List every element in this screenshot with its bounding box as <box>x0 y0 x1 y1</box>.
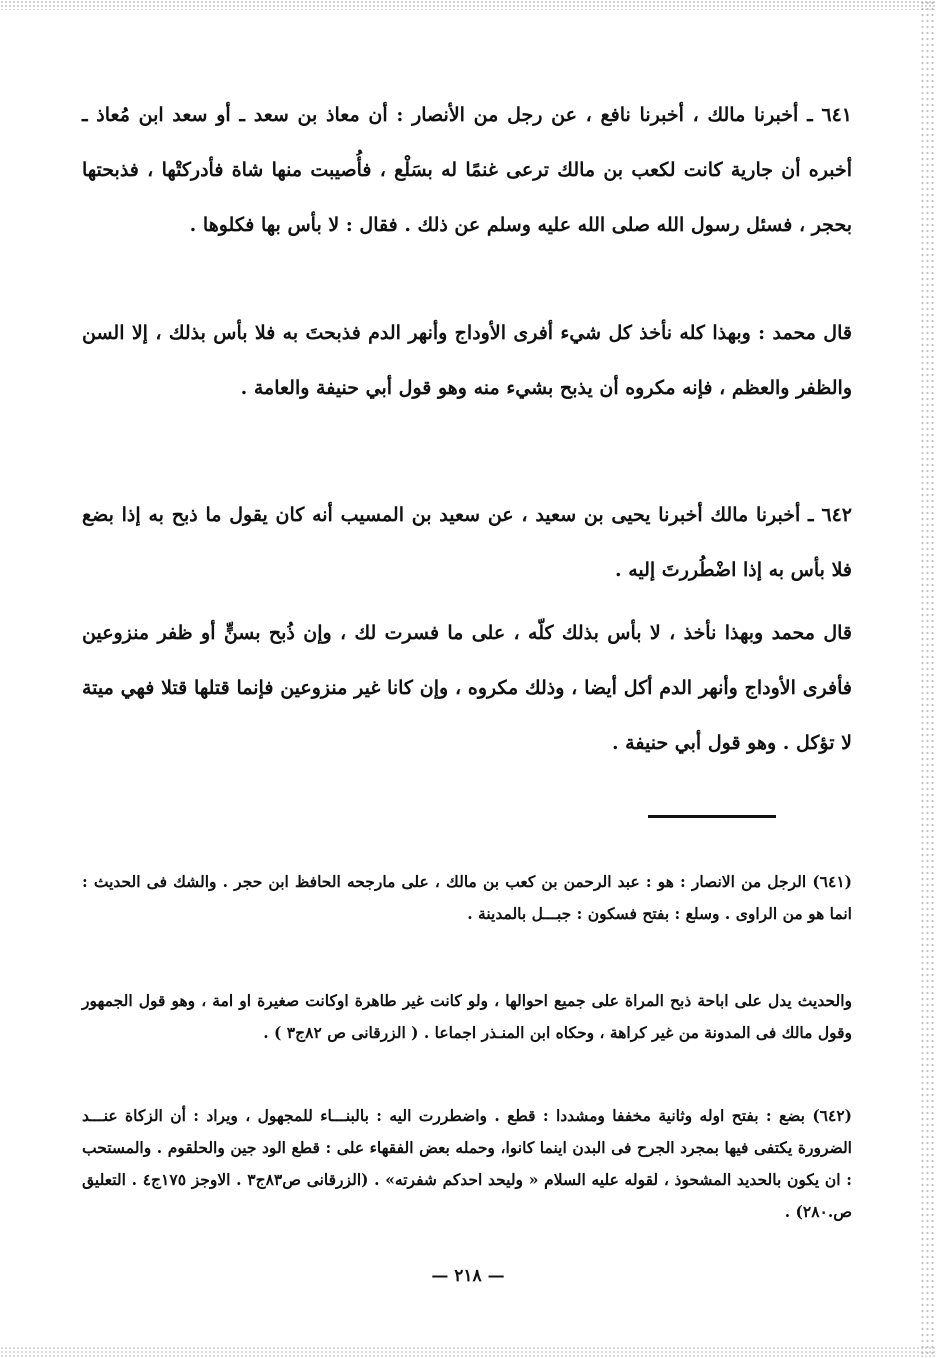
footnote-separator <box>648 815 776 818</box>
hadith-paragraph-642: ٦٤٢ ـ أخبرنا مالك أخبرنا يحيى بن سعيد ، عن سعيد بن المسيب أنه كان يقول ما ذبح به إذا بضع فلا بأس به إذا اضْطُررتَ إليه . <box>82 504 852 581</box>
scan-edge-bottom <box>0 1346 936 1358</box>
commentary-paragraph-1: قال محمد : وبهذا كله نأخذ كل شيء أفرى الأوداج وأنهر الدم فذبحتَ به فلا بأس بذلك ، إلا السن والظفر والعظم ، فإنه مكروه أن يذبح بشيء منه وهو قول أبي حنيفة والعامة . <box>82 322 852 399</box>
page-number: — ٢١٨ — <box>431 1266 505 1286</box>
hadith-paragraph-641: ٦٤١ ـ أخبرنا مالك ، أخبرنا نافع ، عن رجل من الأنصار : أن معاذ بن سعد ـ أو سعد ابن مُعاذ ـ أخبره أن جارية كانت لكعب بن مالك ترعى غنمًا له بسَلْع ، فأُصيبت منها شاة فأدركتْها ، فذبحتها بحجر ، فسئل رسول الله صلى الله عليه وسلم عن ذلك . فقال : لا بأس بها فكلوها . <box>82 104 852 236</box>
commentary-paragraph-2: قال محمد وبهذا نأخذ ، لا بأس بذلك كلّه ، على ما فسرت لك ، وإن ذُبح بسنٍّ أو ظفر منزوعين فأفرى الأوداج وأنهر الدم أكل أيضا ، وذلك مكروه ، وإن كانا غير منزوعين فإنما قتلها قتلا فهي ميتة لا تؤكل . وهو قول أبي حنيفة . <box>82 622 852 754</box>
scan-edge-right <box>920 0 936 1358</box>
footnote-641-continued: والحديث يدل على اباحة ذبح المراة على جميع احوالها ، ولو كانت غير طاهرة اوكانت صغيرة او امة ، وهو قول الجمهور وقول مالك فى المدونة من غير كراهة ، وحكاه ابن المنـذر اجماعا . ( الزرقانى ص ٨٢ج٣ ) . <box>82 991 852 1042</box>
footnote-642: (٦٤٢) بضع : بفتح اوله وثانية مخففا ومشددا : قطع . واضطررت اليه : بالبنـــاء للمجهول ، ويراد : أن الزكاة عنـــد الضرورة يكتفى فيها بمجرد الجرح فى البدن اينما كانوا، وحمله بعض الفقهاء على : قطع الود جين والحلقوم . والمستحب : ان يكون بالحديد المشحوذ ، لقوله عليه السلام « وليحد احدكم شفرته» . (الزرقانى ص٨٣ج٣ . الاوجز ١٧٥ج٤ . التعليق ص.٢٨٠) . <box>82 1106 853 1221</box>
scan-edge-top <box>0 0 936 10</box>
footnote-641: (٦٤١) الرجل من الانصار : هو : عبد الرحمن بن كعب بن مالك ، على مارجحه الحافظ ابن حجر . والشك فى الحديث : انما هو من الراوى . وسلع : بفتح فسكون : جبـــل بالمدينة . <box>82 872 852 923</box>
